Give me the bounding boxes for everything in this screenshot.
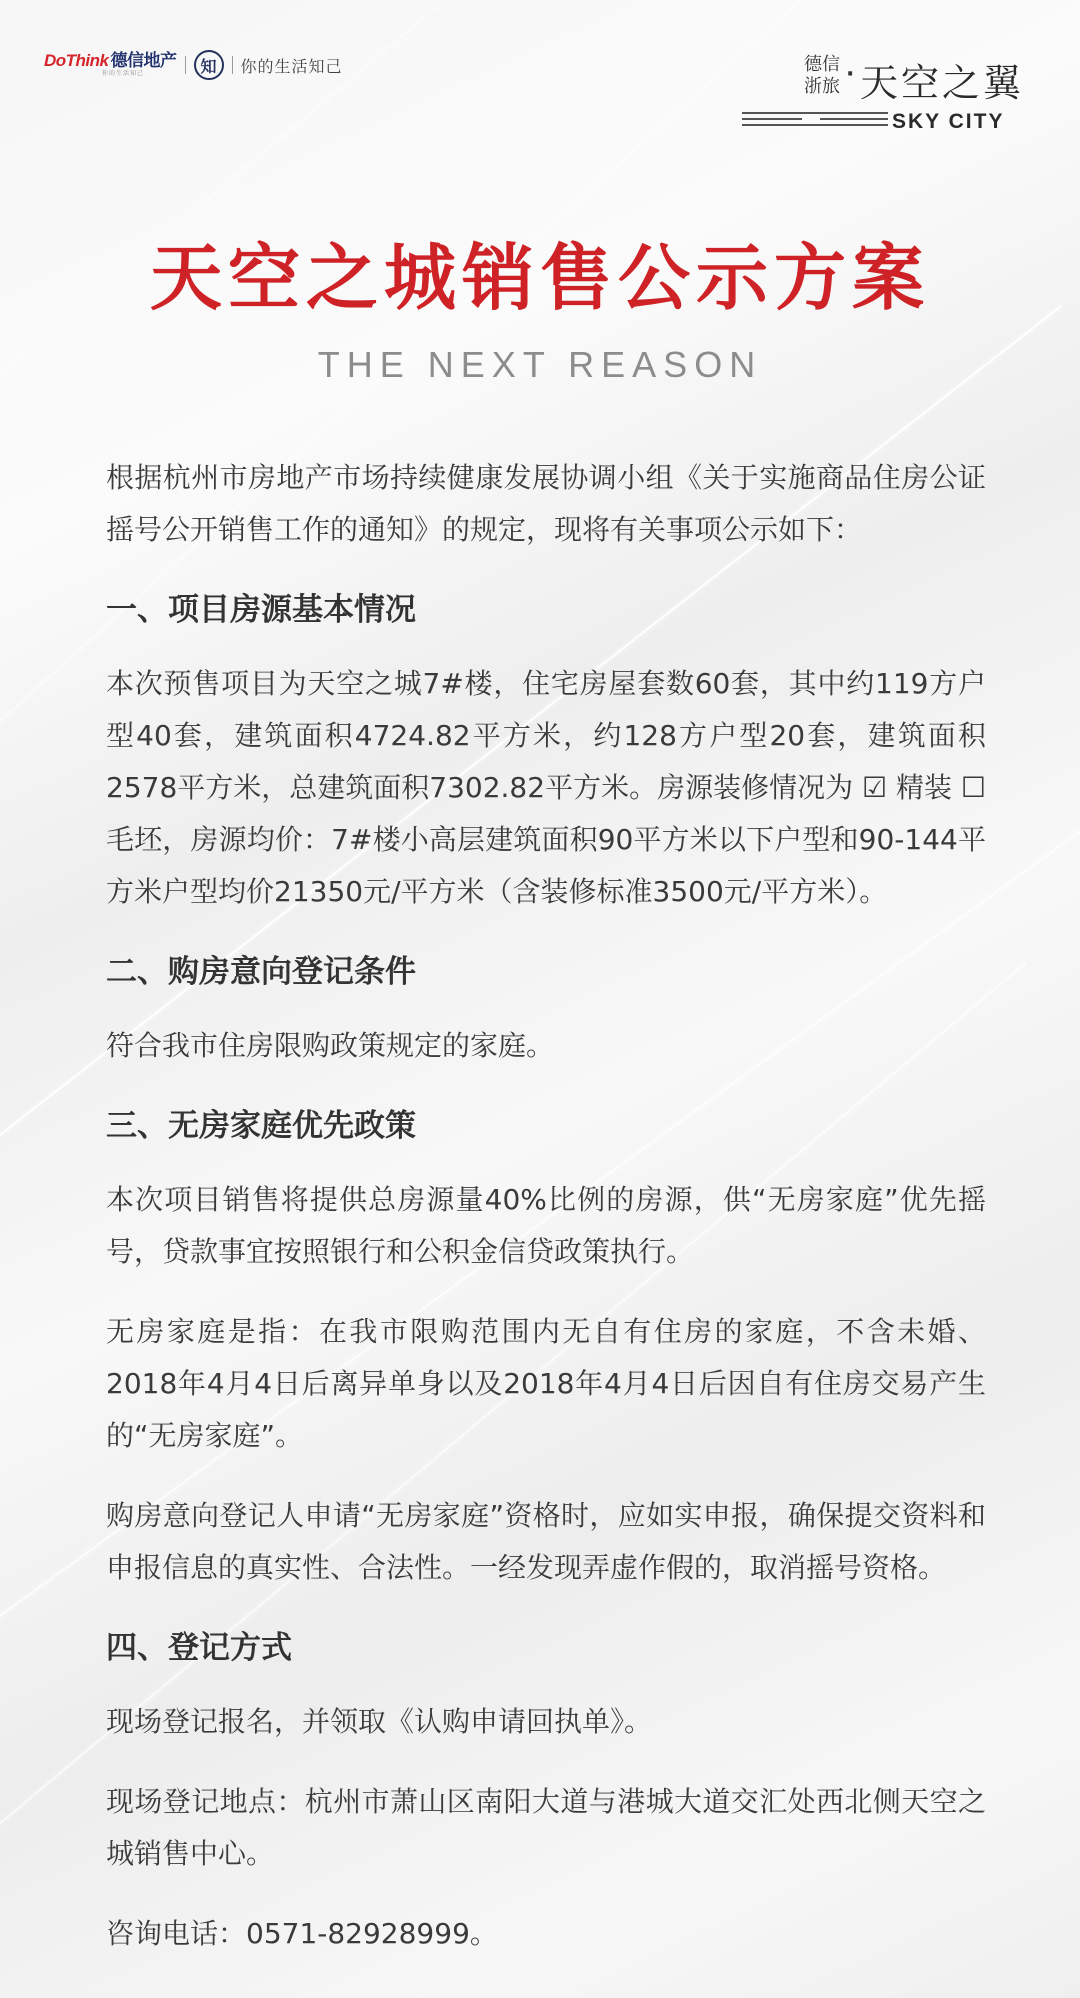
page-subtitle: THE NEXT REASON [317, 344, 763, 385]
section-paragraph: 本次项目销售将提供总房源量40%比例的房源，供“无房家庭”优先摇号，贷款事宜按照银行和公积金信贷政策执行。 [106, 1183, 986, 1268]
divider [185, 56, 186, 74]
dothink-logo-sub: 你的生活知己 [102, 70, 145, 77]
section-paragraph: 购房意向登记人申请“无房家庭”资格时，应如实申报，确保提交资料和申报信息的真实性、合法性。一经发现弄虚作假的，取消摇号资格。 [106, 1499, 986, 1584]
header [0, 0, 1080, 150]
dothink-logo-cn: 德信地产 [110, 51, 177, 70]
section-paragraph: 本次预售项目为天空之城7#楼，住宅房屋套数60套，其中约119方户型40套，建筑面积4724.82平方米，约128方户型20套，建筑面积2578平方米，总建筑面积7302.82平方米。房源装修情况为 ☑ 精装 ☐ 毛坯，房源均价：7#楼小高层建筑面积90平方米以下户型和90-144平方米户型均价21350元/平方米（含装修标准3500元/平方米）。 [106, 667, 986, 908]
divider [232, 56, 233, 74]
announcement-body [106, 452, 986, 1960]
section-paragraph: 无房家庭是指：在我市限购范围内无自有住房的家庭，不含未婚、2018年4月4日后离异单身以及2018年4月4日后因自有住房交易产生的“无房家庭”。 [106, 1315, 986, 1452]
developer-logo [44, 48, 343, 82]
section-paragraph: 现场登记报名，并领取《认购申请回执单》。 [106, 1705, 653, 1738]
slogan: 你的生活知己 [240, 56, 343, 76]
logo-stripes-icon [742, 112, 888, 130]
section-heading: 二、购房意向登记条件 [106, 954, 416, 990]
section-paragraph: 现场登记地点：杭州市萧山区南阳大道与港城大道交汇处西北侧天空之城销售中心。 [106, 1785, 986, 1870]
intro-paragraph: 根据杭州市房地产市场持续健康发展协调小组《关于实施商品住房公证摇号公开销售工作的通知》的规定，现将有关事项公示如下： [106, 461, 986, 546]
section-paragraph: 符合我市住房限购政策规定的家庭。 [106, 1029, 555, 1062]
section-heading: 四、登记方式 [106, 1630, 292, 1666]
logo-dot: · [846, 62, 855, 87]
dothink-logo [44, 52, 177, 78]
project-logo [742, 50, 1032, 142]
contact-phone: 咨询电话：0571-82928999。 [106, 1917, 498, 1950]
page-title: 天空之城销售公示方案 [149, 236, 930, 320]
dothink-logo-en: DoThink [44, 51, 109, 70]
project-logo-partner: 德信浙旅 [804, 54, 840, 97]
zhiji-seal-icon: 知 [194, 50, 224, 80]
project-logo-name: 天空之翼 [860, 61, 1025, 105]
section-heading: 三、无房家庭优先政策 [106, 1108, 416, 1144]
section-heading: 一、项目房源基本情况 [106, 592, 416, 628]
project-logo-en: SKY CITY [892, 110, 1005, 133]
